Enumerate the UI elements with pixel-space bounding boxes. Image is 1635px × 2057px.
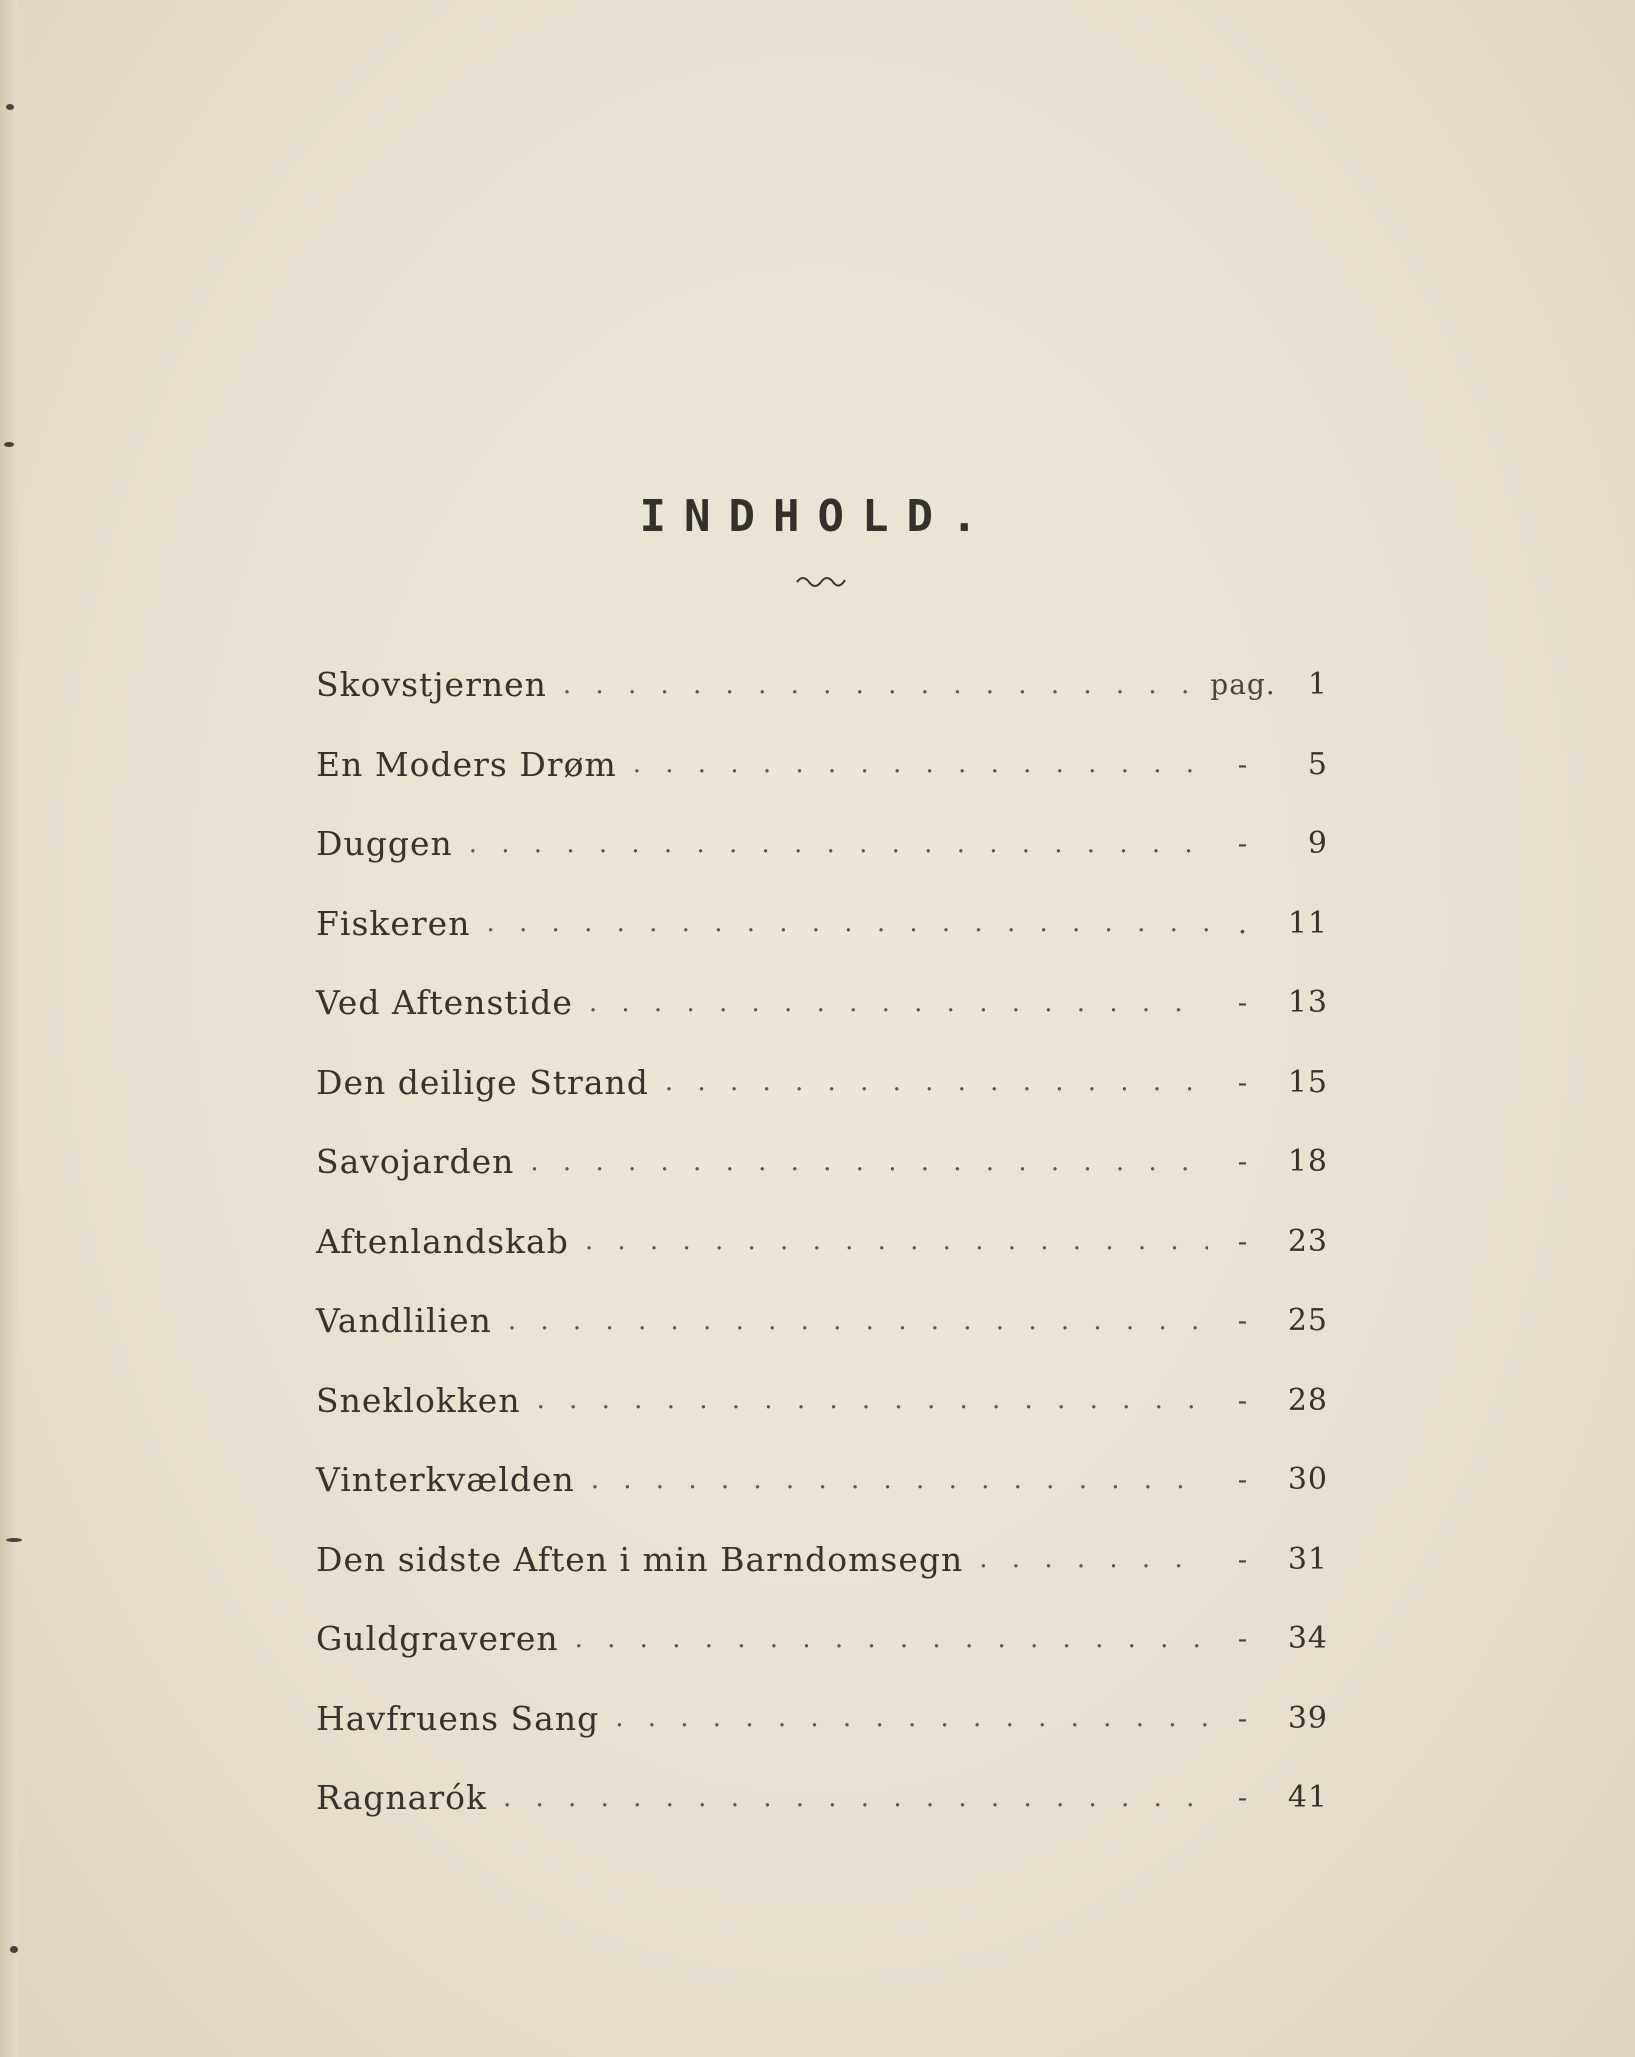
dot-leader bbox=[599, 1703, 1208, 1733]
page-prefix: - bbox=[1237, 1463, 1249, 1497]
page-number: 39 bbox=[1287, 1700, 1328, 1736]
page-number: 34 bbox=[1287, 1621, 1328, 1657]
toc-entry bbox=[316, 1202, 1328, 1282]
dot-leader bbox=[575, 1465, 1208, 1495]
toc-entry bbox=[316, 1281, 1328, 1361]
page-edge-shadow bbox=[0, 0, 18, 2057]
entry-title: En Moders Drøm bbox=[316, 744, 617, 784]
entry-title: Havfruens Sang bbox=[316, 1698, 600, 1738]
toc-entry bbox=[316, 1520, 1328, 1600]
ink-speck bbox=[6, 1538, 22, 1542]
dot-leader bbox=[617, 749, 1208, 779]
dot-leader bbox=[470, 908, 1208, 938]
toc-entry bbox=[316, 804, 1328, 884]
page-number: 9 bbox=[1307, 826, 1328, 862]
page-title: INDHOLD. bbox=[639, 491, 996, 543]
dot-leader bbox=[453, 829, 1208, 859]
page-prefix: . bbox=[1238, 906, 1248, 940]
page-prefix: - bbox=[1237, 747, 1249, 781]
dot-leader bbox=[569, 1226, 1208, 1256]
page-number: 5 bbox=[1307, 746, 1328, 782]
page-prefix: - bbox=[1237, 827, 1249, 861]
page-prefix: - bbox=[1237, 1542, 1249, 1576]
page-prefix: - bbox=[1237, 1065, 1249, 1099]
entry-title: Den deilige Strand bbox=[316, 1062, 649, 1102]
entry-title: Guldgraveren bbox=[316, 1619, 559, 1659]
page-number: 18 bbox=[1287, 1144, 1328, 1180]
page-number: 11 bbox=[1287, 905, 1328, 941]
entry-title: Vandlilien bbox=[316, 1301, 492, 1341]
dot-leader bbox=[559, 1624, 1208, 1654]
page-prefix: - bbox=[1237, 1383, 1249, 1417]
entry-title: Fiskeren bbox=[316, 903, 471, 943]
ink-speck bbox=[6, 104, 14, 110]
toc-entry bbox=[316, 1679, 1328, 1759]
page-prefix: - bbox=[1237, 986, 1249, 1020]
table-of-contents bbox=[316, 645, 1328, 1838]
page-number: 28 bbox=[1287, 1382, 1328, 1418]
toc-entry bbox=[316, 884, 1328, 964]
entry-title: Duggen bbox=[316, 824, 453, 864]
dot-leader bbox=[514, 1147, 1208, 1177]
dot-leader bbox=[963, 1544, 1208, 1574]
toc-entry bbox=[316, 1043, 1328, 1123]
page-prefix: - bbox=[1237, 1701, 1249, 1735]
page-number: 41 bbox=[1287, 1780, 1328, 1816]
dot-leader bbox=[492, 1306, 1208, 1336]
toc-entry bbox=[316, 645, 1328, 725]
page-number: 30 bbox=[1287, 1462, 1328, 1498]
toc-entry bbox=[316, 963, 1328, 1043]
page-number: 25 bbox=[1287, 1303, 1328, 1339]
wave-ornament bbox=[795, 572, 847, 590]
dot-leader bbox=[649, 1067, 1208, 1097]
entry-title: Vinterkvælden bbox=[316, 1460, 575, 1500]
page-prefix: pag. bbox=[1210, 668, 1276, 702]
page-number: 23 bbox=[1287, 1223, 1328, 1259]
toc-entry bbox=[316, 1440, 1328, 1520]
page-number: 15 bbox=[1287, 1064, 1328, 1100]
page-number: 1 bbox=[1307, 667, 1328, 703]
toc-entry bbox=[316, 725, 1328, 805]
dot-leader bbox=[521, 1385, 1208, 1415]
page-prefix: - bbox=[1237, 1304, 1249, 1338]
toc-entry bbox=[316, 1361, 1328, 1441]
page-prefix: - bbox=[1237, 1622, 1249, 1656]
toc-entry bbox=[316, 1758, 1328, 1838]
entry-title: Aftenlandskab bbox=[316, 1221, 569, 1261]
entry-title: Sneklokken bbox=[316, 1380, 521, 1420]
entry-title: Savojarden bbox=[316, 1142, 515, 1182]
dot-leader bbox=[487, 1783, 1208, 1813]
entry-title: Den sidste Aften i min Barndomsegn bbox=[316, 1539, 964, 1579]
ink-speck bbox=[4, 442, 14, 447]
entry-title: Ragnarók bbox=[316, 1778, 487, 1818]
entry-title: Skovstjernen bbox=[316, 665, 547, 705]
dot-leader bbox=[547, 670, 1208, 700]
page-number: 13 bbox=[1287, 985, 1328, 1021]
toc-entry bbox=[316, 1599, 1328, 1679]
toc-entry bbox=[316, 1122, 1328, 1202]
page-prefix: - bbox=[1237, 1224, 1249, 1258]
dot-leader bbox=[573, 988, 1208, 1018]
ink-speck bbox=[10, 1946, 18, 1953]
page-prefix: - bbox=[1237, 1781, 1249, 1815]
page-number: 31 bbox=[1287, 1541, 1328, 1577]
page-prefix: - bbox=[1237, 1145, 1249, 1179]
entry-title: Ved Aftenstide bbox=[316, 983, 573, 1023]
